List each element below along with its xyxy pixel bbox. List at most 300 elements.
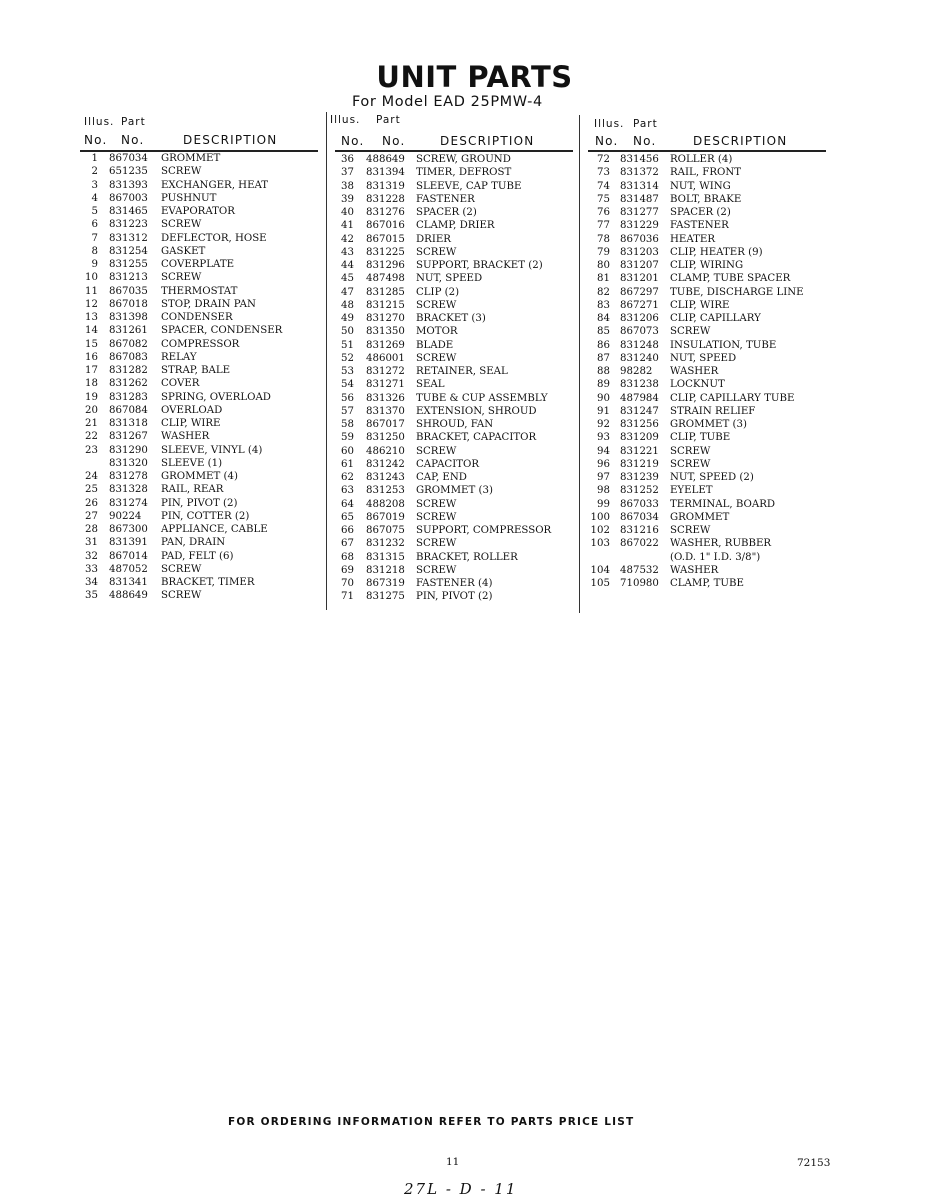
- illus-number: 82: [597, 286, 610, 298]
- part-number: 831213: [109, 272, 148, 284]
- parts-row: [80, 483, 320, 496]
- parts-row: [588, 564, 833, 577]
- parts-row: [335, 272, 580, 285]
- parts-row: [80, 165, 320, 178]
- parts-row: [80, 179, 320, 192]
- part-number: 831219: [620, 458, 659, 470]
- parts-row: [335, 180, 580, 193]
- col3-header-no2: No.: [633, 134, 657, 148]
- illus-number: 62: [341, 472, 354, 483]
- part-description: BRACKET, TIMER: [161, 577, 255, 588]
- part-description: INSULATION, TUBE: [670, 339, 777, 351]
- illus-number: 71: [341, 591, 354, 603]
- part-number: 831277: [620, 207, 659, 218]
- col2-header-part: Part: [376, 114, 401, 126]
- parts-row: [80, 589, 320, 602]
- illus-number: 28: [85, 524, 98, 535]
- part-number: 831275: [366, 591, 405, 603]
- parts-row: [588, 458, 833, 471]
- illus-number: 7: [91, 232, 98, 244]
- part-description: HEATER: [670, 233, 716, 245]
- parts-row: [335, 153, 580, 166]
- part-number: 867034: [109, 153, 148, 164]
- part-number: 831465: [109, 206, 148, 217]
- parts-row: [335, 524, 580, 537]
- illus-number: 10: [85, 272, 98, 284]
- parts-row: [335, 551, 580, 564]
- parts-row: [588, 286, 833, 299]
- parts-row: [588, 471, 833, 484]
- part-number: 867083: [109, 351, 148, 363]
- parts-row: [335, 312, 580, 325]
- part-number: 831314: [620, 180, 659, 192]
- illus-number: 18: [85, 378, 98, 390]
- part-description: SLEEVE (1): [161, 457, 223, 469]
- part-number: 831206: [620, 313, 659, 324]
- part-description: SUPPORT, COMPRESSOR: [416, 525, 552, 536]
- part-number: 831312: [109, 232, 148, 244]
- col1-header-no: No.: [84, 133, 108, 147]
- part-number: 831350: [366, 326, 405, 338]
- column-divider-2: [579, 115, 580, 613]
- part-description: EVAPORATOR: [161, 206, 235, 217]
- parts-row: [80, 258, 320, 271]
- parts-row: [80, 192, 320, 205]
- parts-row: [588, 392, 833, 405]
- part-description: MOTOR: [416, 326, 458, 338]
- part-number: 831225: [366, 246, 405, 258]
- part-description: SCREW: [416, 352, 457, 364]
- part-number: 867016: [366, 220, 405, 232]
- illus-number: 16: [85, 351, 98, 363]
- part-number: 867271: [620, 299, 659, 311]
- illus-number: 97: [597, 472, 610, 483]
- illus-number: 103: [590, 538, 610, 550]
- part-description: ROLLER (4): [670, 154, 733, 165]
- part-number: 831239: [620, 472, 659, 483]
- illus-number: 60: [341, 445, 354, 457]
- part-description: CONDENSER: [161, 312, 233, 323]
- col3-header-no: No.: [595, 134, 619, 148]
- parts-row: [80, 523, 320, 536]
- part-description: PAD, FELT (6): [161, 550, 234, 562]
- parts-row: [335, 352, 580, 365]
- part-description: PAN, DRAIN: [161, 537, 226, 549]
- part-number: 867073: [620, 326, 659, 338]
- illus-number: 72: [597, 154, 610, 165]
- part-number: 487052: [109, 563, 148, 575]
- part-description: WASHER: [670, 564, 719, 576]
- illus-number: 11: [85, 285, 98, 297]
- illus-number: 74: [597, 180, 610, 192]
- parts-row: [335, 405, 580, 418]
- part-description: NUT, SPEED (2): [670, 472, 754, 483]
- illus-number: 58: [341, 419, 354, 430]
- parts-row: [335, 166, 580, 179]
- document-code: 72153: [797, 1157, 831, 1169]
- illus-number: 69: [341, 564, 354, 576]
- illus-number: 70: [341, 578, 354, 589]
- part-description: CLIP, WIRE: [670, 299, 730, 311]
- illus-number: 36: [341, 154, 354, 165]
- parts-row: [80, 536, 320, 549]
- parts-row: [335, 498, 580, 511]
- illus-number: 4: [91, 192, 98, 204]
- part-description: FASTENER (4): [416, 578, 493, 589]
- parts-row: [80, 205, 320, 218]
- part-description: RETAINER, SEAL: [416, 366, 508, 377]
- part-number: 867015: [366, 233, 405, 245]
- illus-number: 44: [341, 260, 354, 271]
- part-description: SCREW, GROUND: [416, 154, 511, 165]
- illus-number: 43: [341, 246, 354, 258]
- parts-row: [80, 510, 320, 523]
- parts-row: [588, 511, 833, 524]
- part-number: 831282: [109, 365, 148, 376]
- part-number: 651235: [109, 166, 148, 178]
- col1-parts-list: [80, 152, 320, 603]
- parts-row: [335, 445, 580, 458]
- parts-row: [80, 470, 320, 483]
- parts-row: [588, 551, 833, 564]
- part-description: TERMINAL, BOARD: [670, 498, 776, 510]
- part-number: 831283: [109, 391, 148, 403]
- illus-number: 99: [597, 498, 610, 510]
- part-description: BRACKET (3): [416, 313, 486, 324]
- illus-number: 22: [85, 431, 98, 443]
- parts-row: [80, 497, 320, 510]
- part-description: SCREW: [416, 299, 457, 311]
- parts-row: [588, 325, 833, 338]
- illus-number: 49: [341, 313, 354, 324]
- illus-number: 27: [85, 510, 98, 522]
- illus-number: 94: [597, 445, 610, 457]
- illus-number: 102: [590, 525, 610, 536]
- col2-header-description: DESCRIPTION: [440, 134, 535, 148]
- illus-number: 57: [341, 405, 354, 417]
- part-number: 831232: [366, 538, 405, 550]
- parts-row: [588, 272, 833, 285]
- part-description: SCREW: [416, 445, 457, 457]
- parts-row: [335, 511, 580, 524]
- parts-row: [588, 445, 833, 458]
- illus-number: 9: [91, 259, 98, 270]
- illus-number: 61: [341, 458, 354, 470]
- part-description: SPACER (2): [416, 207, 477, 218]
- part-number: 486001: [366, 352, 405, 364]
- parts-row: [335, 339, 580, 352]
- col1-header-no2: No.: [121, 133, 145, 147]
- parts-row: [80, 444, 320, 457]
- part-number: 867084: [109, 404, 148, 416]
- parts-row: [588, 418, 833, 431]
- illus-number: 3: [91, 179, 98, 191]
- illus-number: 65: [341, 511, 354, 523]
- illus-number: 80: [597, 260, 610, 271]
- part-number: 488649: [109, 590, 148, 602]
- part-number: 867300: [109, 524, 148, 535]
- parts-row: [335, 246, 580, 259]
- parts-row: [335, 458, 580, 471]
- illus-number: 47: [341, 286, 354, 298]
- illus-number: 39: [341, 193, 354, 205]
- illus-number: 6: [91, 219, 98, 231]
- parts-row: [588, 405, 833, 418]
- part-number: 831391: [109, 537, 148, 549]
- parts-row: [335, 259, 580, 272]
- part-description: GASKET: [161, 245, 206, 257]
- part-number: 867082: [109, 338, 148, 350]
- part-number: 831296: [366, 260, 405, 271]
- part-number: 831271: [366, 379, 405, 391]
- illus-number: 78: [597, 233, 610, 245]
- part-number: 831221: [620, 445, 659, 457]
- part-number: 831250: [366, 432, 405, 444]
- part-description: BOLT, BRAKE: [670, 193, 742, 205]
- col2-header-rule: [335, 150, 573, 152]
- illus-number: 33: [85, 563, 98, 575]
- illus-number: 40: [341, 207, 354, 218]
- illus-number: 73: [597, 167, 610, 179]
- parts-row: [80, 404, 320, 417]
- illus-number: 105: [590, 578, 610, 589]
- part-description: CLAMP, DRIER: [416, 220, 495, 232]
- parts-row: [80, 391, 320, 404]
- part-number: 831290: [109, 444, 148, 456]
- part-number: 831393: [109, 179, 148, 191]
- parts-row: [588, 431, 833, 444]
- part-description: SCREW: [161, 590, 202, 602]
- part-number: 831201: [620, 273, 659, 285]
- parts-row: [335, 431, 580, 444]
- illus-number: 21: [85, 418, 98, 429]
- part-description: DEFLECTOR, HOSE: [161, 232, 267, 244]
- part-number: 831248: [620, 339, 659, 351]
- illus-number: 98: [597, 485, 610, 497]
- illus-number: 104: [590, 564, 610, 576]
- col1-header-part: Part: [121, 116, 146, 128]
- part-description: PIN, COTTER (2): [161, 510, 250, 522]
- illus-number: 68: [341, 551, 354, 563]
- part-description: CLAMP, TUBE: [670, 578, 744, 589]
- part-description: TUBE & CUP ASSEMBLY: [416, 392, 548, 404]
- part-description: SPACER (2): [670, 207, 731, 218]
- part-number: 831262: [109, 378, 148, 390]
- parts-row: [335, 590, 580, 603]
- part-number: 831255: [109, 259, 148, 270]
- part-number: 831394: [366, 167, 405, 179]
- illus-number: 12: [85, 298, 98, 310]
- part-description: PUSHNUT: [161, 192, 217, 204]
- parts-row: [588, 339, 833, 352]
- part-description: OVERLOAD: [161, 404, 223, 416]
- parts-row: [335, 564, 580, 577]
- part-description: SUPPORT, BRACKET (2): [416, 260, 543, 271]
- part-description: CLIP, CAPILLARY: [670, 313, 761, 324]
- part-description: BRACKET, CAPACITOR: [416, 432, 537, 444]
- part-number: 831203: [620, 246, 659, 258]
- part-description: SCREW: [670, 326, 711, 338]
- illus-number: 86: [597, 339, 610, 351]
- part-description: GROMMET (3): [670, 419, 747, 430]
- part-description: SCREW: [161, 272, 202, 284]
- parts-row: [588, 193, 833, 206]
- illus-number: 38: [341, 180, 354, 192]
- part-number: 831254: [109, 245, 148, 257]
- parts-row: [588, 365, 833, 378]
- part-number: 831238: [620, 379, 659, 391]
- parts-row: [80, 285, 320, 298]
- part-number: 831247: [620, 405, 659, 417]
- illus-number: 35: [85, 590, 98, 602]
- parts-row: [588, 577, 833, 590]
- part-description: RAIL, REAR: [161, 484, 224, 496]
- parts-row: [335, 193, 580, 206]
- parts-row: [335, 299, 580, 312]
- part-description: DRIER: [416, 233, 451, 245]
- part-description: FASTENER: [670, 220, 729, 232]
- parts-row: [335, 484, 580, 497]
- part-description: SCREW: [161, 219, 202, 231]
- part-description: PIN, PIVOT (2): [416, 591, 493, 603]
- illus-number: 87: [597, 352, 610, 364]
- illus-number: 8: [91, 245, 98, 257]
- illus-number: 90: [597, 392, 610, 404]
- part-description: CLIP (2): [416, 286, 460, 298]
- illus-number: 76: [597, 207, 610, 218]
- illus-number: 100: [590, 511, 610, 523]
- illus-number: 85: [597, 326, 610, 338]
- part-description: RAIL, FRONT: [670, 167, 742, 179]
- illus-number: 17: [85, 365, 98, 376]
- part-number: 831319: [366, 180, 405, 192]
- col2-parts-list: [335, 153, 580, 604]
- parts-row: [588, 166, 833, 179]
- part-description: SHROUD, FAN: [416, 419, 494, 430]
- parts-row: [335, 378, 580, 391]
- part-number: 867297: [620, 286, 659, 298]
- part-number: 867035: [109, 285, 148, 297]
- part-number: 831252: [620, 485, 659, 497]
- part-description: (O.D. 1" I.D. 3/8"): [670, 551, 761, 563]
- part-description: CLIP, HEATER (9): [670, 246, 763, 258]
- parts-row: [80, 550, 320, 563]
- part-description: WASHER: [161, 431, 210, 443]
- illus-number: 1: [91, 153, 98, 164]
- parts-row: [335, 325, 580, 338]
- part-description: GROMMET: [161, 153, 221, 164]
- col2-header-no2: No.: [382, 134, 406, 148]
- parts-row: [80, 338, 320, 351]
- parts-row: [80, 218, 320, 231]
- parts-row: [588, 299, 833, 312]
- illus-number: 51: [341, 339, 354, 351]
- illus-number: 50: [341, 326, 354, 338]
- part-description: SCREW: [161, 166, 202, 178]
- part-description: SCREW: [416, 498, 457, 510]
- parts-row: [80, 430, 320, 443]
- part-description: STOP, DRAIN PAN: [161, 298, 256, 310]
- illus-number: 96: [597, 458, 610, 470]
- part-number: 486210: [366, 445, 405, 457]
- illus-number: 41: [341, 220, 354, 232]
- page-title: UNIT PARTS: [376, 60, 573, 94]
- part-number: 831228: [366, 193, 405, 205]
- ordering-info-footer: FOR ORDERING INFORMATION REFER TO PARTS PRICE LIST: [228, 1116, 635, 1128]
- part-description: EXCHANGER, HEAT: [161, 179, 269, 191]
- part-description: GROMMET (4): [161, 471, 238, 482]
- part-number: 831315: [366, 551, 405, 563]
- illus-number: 91: [597, 405, 610, 417]
- part-number: 488649: [366, 154, 405, 165]
- col3-parts-list: [588, 153, 833, 590]
- parts-row: [588, 484, 833, 497]
- part-number: 831487: [620, 193, 659, 205]
- part-number: 831398: [109, 312, 148, 323]
- illus-number: 56: [341, 392, 354, 404]
- part-number: 831269: [366, 339, 405, 351]
- illus-number: 59: [341, 432, 354, 444]
- col3-header-rule: [588, 150, 826, 152]
- parts-row: [588, 219, 833, 232]
- col2-header-no: No.: [341, 134, 365, 148]
- illus-number: 25: [85, 484, 98, 496]
- illus-number: 2: [91, 166, 98, 178]
- part-number: 831341: [109, 577, 148, 588]
- illus-number: 19: [85, 391, 98, 403]
- part-number: 867017: [366, 419, 405, 430]
- part-description: SCREW: [161, 563, 202, 575]
- col3-header-part: Part: [633, 118, 658, 130]
- part-number: 831261: [109, 325, 148, 337]
- illus-number: 93: [597, 432, 610, 444]
- part-number: 831285: [366, 286, 405, 298]
- part-description: NUT, WING: [670, 180, 731, 192]
- col3-header-description: DESCRIPTION: [693, 134, 788, 148]
- part-number: 867036: [620, 233, 659, 245]
- parts-row: [80, 457, 320, 470]
- part-description: NUT, SPEED: [670, 352, 737, 364]
- col1-header-illus: Illus.: [84, 116, 115, 128]
- part-number: 831243: [366, 472, 405, 483]
- part-description: CLIP, WIRE: [161, 418, 221, 429]
- part-description: LOCKNUT: [670, 379, 725, 391]
- part-number: 487498: [366, 273, 405, 285]
- parts-row: [335, 233, 580, 246]
- illus-number: 32: [85, 550, 98, 562]
- part-description: SCREW: [416, 564, 457, 576]
- parts-row: [80, 271, 320, 284]
- part-description: SPRING, OVERLOAD: [161, 391, 271, 403]
- model-subtitle: For Model EAD 25PMW-4: [352, 94, 543, 110]
- column-divider-1: [326, 112, 327, 610]
- illus-number: 31: [85, 537, 98, 549]
- parts-row: [80, 245, 320, 258]
- part-description: FASTENER: [416, 193, 475, 205]
- part-description: SLEEVE, VINYL (4): [161, 444, 263, 456]
- part-number: 831328: [109, 484, 148, 496]
- part-description: WASHER, RUBBER: [670, 538, 772, 550]
- part-number: 831270: [366, 313, 405, 324]
- part-number: 488208: [366, 498, 405, 510]
- part-number: 831272: [366, 366, 405, 377]
- part-number: 90224: [109, 510, 142, 522]
- illus-number: 83: [597, 299, 610, 311]
- part-number: 867034: [620, 511, 659, 523]
- parts-row: [80, 563, 320, 576]
- part-number: 831267: [109, 431, 148, 443]
- part-number: 98282: [620, 366, 653, 377]
